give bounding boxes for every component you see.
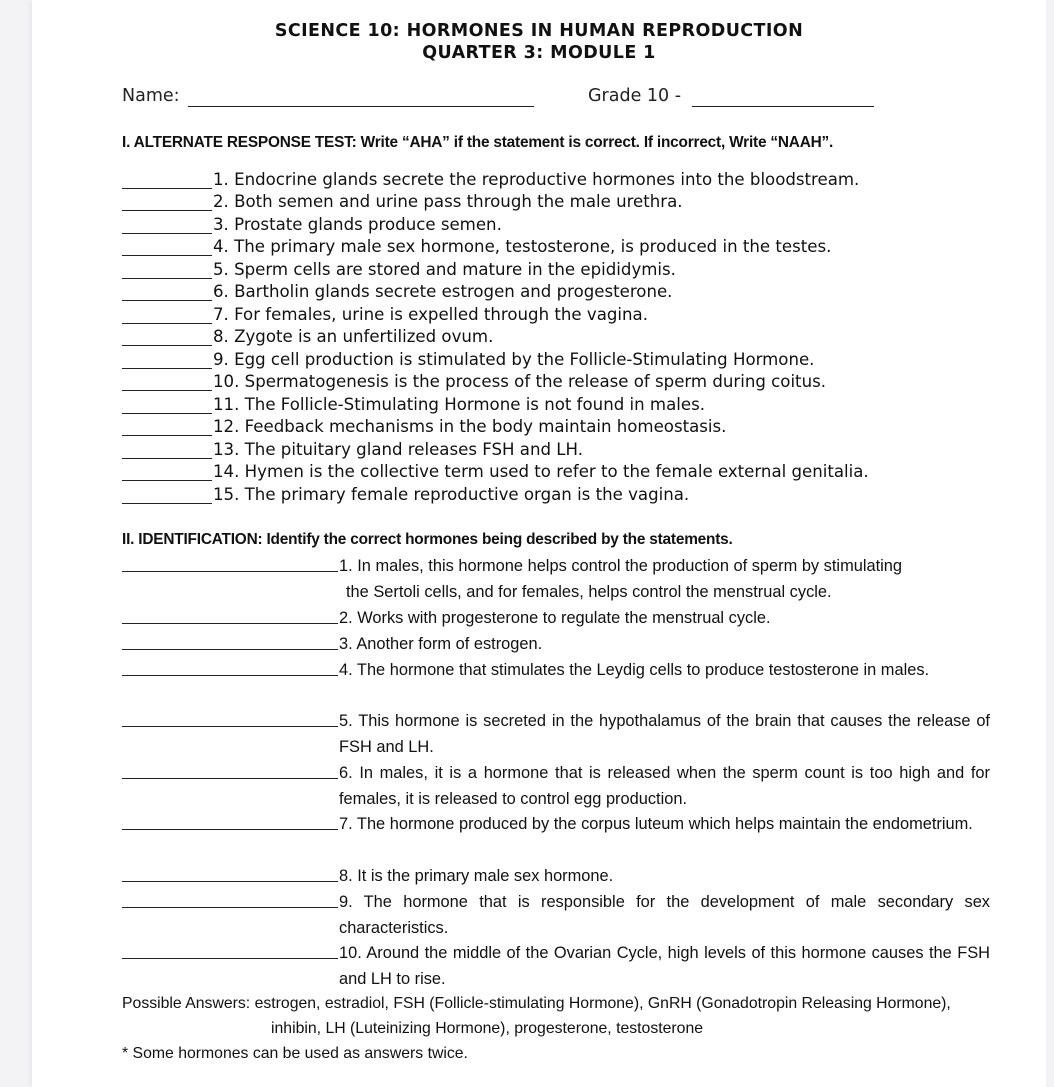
answer-blank[interactable]: [122, 480, 212, 481]
possible-answers-line2: inhibin, LH (Luteinizing Hormone), progesterone, testosterone: [271, 1020, 704, 1037]
worksheet-title: SCIENCE 10: HORMONES IN HUMAN REPRODUCTION: [274, 21, 804, 41]
worksheet-subtitle: QUARTER 3: MODULE 1: [422, 43, 656, 63]
answer-blank[interactable]: [122, 458, 212, 459]
answer-blank[interactable]: [122, 300, 212, 301]
section2-heading: II. IDENTIFICATION: Identify the correct hormones being described by the statements.: [122, 531, 733, 548]
answer-blank[interactable]: [122, 675, 338, 676]
answer-blank[interactable]: [122, 958, 338, 959]
name-field[interactable]: [188, 106, 534, 107]
answer-blank[interactable]: [122, 649, 338, 650]
answer-blank[interactable]: [122, 881, 338, 882]
answer-blank[interactable]: [122, 323, 212, 324]
answer-blank[interactable]: [122, 255, 212, 256]
grade-section-field[interactable]: [692, 106, 874, 107]
answer-blank[interactable]: [122, 623, 338, 624]
answer-blank[interactable]: [122, 345, 212, 346]
answer-blank[interactable]: [122, 571, 338, 572]
answer-blank[interactable]: [122, 907, 338, 908]
answer-blank[interactable]: [122, 726, 338, 727]
section1-heading: I. ALTERNATE RESPONSE TEST: Write “AHA” if the statement is correct. If incorrect, Write “NAAH”.: [122, 134, 834, 151]
answer-blank[interactable]: [122, 413, 212, 414]
answer-blank[interactable]: [122, 435, 212, 436]
answer-blank[interactable]: [122, 778, 338, 779]
worksheet-page: SCIENCE 10: HORMONES IN HUMAN REPRODUCTION QUARTER 3: MODULE 1 Name: Grade 10 - I. ALTERNATE RESPONSE TEST: Write “AHA” if the statement is correct. If incorrect, Write “NAAH”. 1. Endocrine glands secrete the reproductive hormones into the bloodstream. 2. Both semen and urine pass through the male urethra. 3. Prostate glands produce semen. 4. The primary male sex hormone, testosterone, is produced in the testes. 5. Sperm cells are stored and mature in the epididymis. 6. Bartholin glands secrete estrogen and progesterone. 7. For females, urine is expelled through the vagina. 8. Zygote is an unfertilized ovum. 9. Egg cell production is stimulated by the Follicle-Stimulating Hormone. 10. Spermatogenesis is the process of the release of sperm during coitus. 11. The Follicle-Stimulating Hormone is not found in males. 12. Feedback mechanisms in the body maintain homeostasis. 13. The pituitary gland releases FSH and LH. 14. Hymen is the collective term used to refer to the female external genitalia. 15. The primary female reproductive organ is the vagina. II. IDENTIFICATION: Identify the correct hormones being described by the statements. 1. In males, this hormone helps control the production of sperm by stimulating the Sertoli cells, and for females, helps control the menstrual cycle. 2. Works with progesterone to regulate the menstrual cycle. 3. Another form of estrogen. 4. The hormone that stimulates the Leydig cells to produce testosterone in males. 5. This hormone is secreted in the hypothalamus of the brain that causes the release of FSH and LH. 6. In males, it is a hormone that is released when the sperm count is too high and for females, it is released to control egg production. 7. The hormone produced by the corpus luteum which helps maintain the endometrium. 8. It is the primary male sex hormone. 9. The hormone that is responsible for the development of male secondary sex characteristics. 10. Around the middle of the Ovarian Cycle, high levels of this hormone causes the FSH and LH to rise. Possible Answers: estrogen, estradiol, FSH (Follicle-stimulating Hormone), GnRH (Gonadotropin Releasing Hormone), inhibin, LH (Luteinizing Hormone), progesterone, testosterone * Some hormones can be used as answers twice.: [32, 0, 1046, 1087]
answer-blank[interactable]: [122, 233, 212, 234]
possible-answers: [122, 991, 1002, 1066]
answer-blank[interactable]: [122, 278, 212, 279]
possible-answers-line1: Possible Answers: estrogen, estradiol, FSH (Follicle-stimulating Hormone), GnRH (Gonadotropin Releasing Hormone),: [122, 995, 951, 1012]
answer-blank[interactable]: [122, 829, 338, 830]
answer-blank[interactable]: [122, 210, 212, 211]
name-label: Name:: [122, 86, 180, 106]
answer-blank[interactable]: [122, 188, 212, 189]
grade-label: Grade 10 -: [588, 86, 682, 106]
answer-blank[interactable]: [122, 368, 212, 369]
answers-note: * Some hormones can be used as answers twice.: [122, 1045, 468, 1062]
answer-blank[interactable]: [122, 503, 212, 504]
answer-blank[interactable]: [122, 390, 212, 391]
